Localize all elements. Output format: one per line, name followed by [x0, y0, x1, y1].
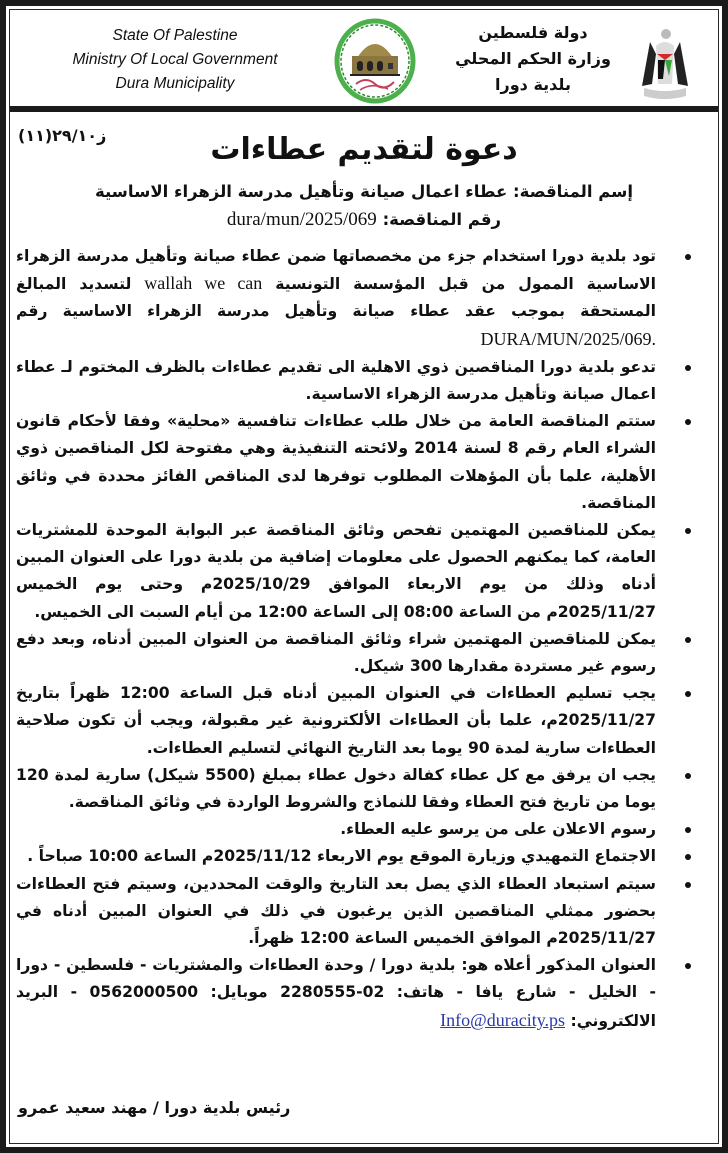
letterhead-english — [50, 24, 300, 96]
list-item: تدعو بلدية دورا المناقصين ذوي الاهلية الى تقديم عطاءات بالظرف المختوم لـ عطاء اعمال صيانة وتأهيل مدرسة الزهراء الاساسية. — [16, 354, 708, 408]
bullet-icon — [685, 827, 691, 833]
bullet-icon — [685, 773, 691, 779]
list-item: رسوم الاعلان على من يرسو عليه العطاء. — [16, 816, 708, 843]
ministry-name-ar: وزارة الحكم المحلي — [455, 49, 611, 68]
list-item: يجب ان يرفق مع كل عطاء كفالة دخول عطاء بمبلغ (5500 شيكل) سارية لمدة 120 يوما من تاريخ فتح العطاء وفقا للنماذج والشروط الواردة في وثائق المناقصة. — [16, 762, 708, 816]
state-name-en: State Of Palestine — [112, 27, 238, 44]
bullet-icon — [685, 854, 691, 860]
list-item: العنوان المذكور أعلاه هو: بلدية دورا / وحدة العطاءات والمشتريات - فلسطين - دورا - الخليل - شارع يافا - هاتف: 02-2280555 موبايل: 0562000500 - البريد الالكتروني: Info@duracity.ps — [16, 952, 708, 1035]
list-item: ستتم المناقصة العامة من خلال طلب عطاءات تنافسية «محلية» وفقا لأحكام قانون الشراء العام رقم 8 لسنة 2014 ولائحته التنفيذية وهي مفتوحة لكل المناقصين ذوي الأهلية، علما بأن المؤهلات المطلوب توفرها لدى المناقص الفائز محددة في وثائق المناقصة. — [16, 408, 708, 517]
page-title: دعوة لتقديم عطاءات — [210, 132, 518, 167]
state-name-ar: دولة فلسطين — [478, 23, 588, 42]
signature: رئيس بلدية دورا / مهند سعيد عمرو — [18, 1098, 291, 1117]
ministry-name-en: Ministry Of Local Government — [72, 51, 278, 68]
tender-name-value: عطاء اعمال صيانة وتأهيل مدرسة الزهراء الاساسية — [94, 182, 508, 201]
tender-number-value: dura/mun/2025/069 — [226, 209, 377, 230]
municipality-name-ar: بلدية دورا — [495, 75, 571, 94]
list-item: الاجتماع التمهيدي وزيارة الموقع يوم الاربعاء 2025/11/12م الساعة 10:00 صباحاً . — [16, 843, 708, 870]
bullet-icon — [685, 637, 691, 643]
list-item: يمكن للمناقصين المهتمين شراء وثائق المناقصة من العنوان المبين أدناه، وبعد دفع رسوم غير مستردة مقدارها 300 شيكل. — [16, 626, 708, 680]
tender-number-label: رقم المناقصة: — [382, 210, 502, 229]
bullet-icon — [685, 963, 691, 969]
contract-number: DURA/MUN/2025/069. — [480, 328, 656, 349]
bullet-icon — [685, 254, 691, 260]
municipality-name-en: Dura Municipality — [115, 75, 235, 92]
funder-name: wallah we can — [144, 273, 263, 294]
list-item: تود بلدية دورا استخدام جزء من مخصصاتها ضمن عطاء صيانة وتأهيل مدرسة الزهراء الاساسية الممول من قبل المؤسسة التونسية wallah we can لتسديد المبالغ المستحقة بموجب عقد عطاء صيانة وتأهيل مدرسة الزهراء الاساسية رقم DURA/MUN/2025/069. — [16, 243, 708, 354]
palestine-eagle-emblem-icon — [636, 24, 694, 106]
letterhead — [10, 10, 718, 106]
bullet-icon — [685, 419, 691, 425]
bullet-icon — [685, 691, 691, 697]
bullet-icon — [685, 882, 691, 888]
tender-name-line — [0, 182, 728, 201]
list-item: سيتم استبعاد العطاء الذي يصل بعد التاريخ والوقت المحددين، وسيتم فتح العطاءات بحضور ممثلي المناقصين الذين يرغبون في ذلك في العنوان المبين أدناه في 2025/11/27م الموافق الخميس الساعة 12:00 ظهراً. — [16, 871, 708, 953]
header-divider — [10, 106, 718, 112]
email-link[interactable]: Info@duracity.ps — [440, 1009, 566, 1030]
bullet-icon — [685, 528, 691, 534]
tender-conditions-list — [16, 243, 708, 1035]
list-item: يجب تسليم العطاءات في العنوان المبين أدناه قبل الساعة 12:00 ظهراً بتاريخ 2025/11/27م، علما بأن العطاءات الألكترونية غير مقبولة، ويجب أن تكون صلاحية العطاءات سارية لمدة 90 يوما بعد التاريخ النهائي لتسليم العطاءات. — [16, 680, 708, 762]
bullet-icon — [685, 365, 691, 371]
letterhead-arabic — [443, 20, 623, 98]
dura-municipality-emblem-icon — [332, 18, 418, 104]
publication-reference: ز٢٩/١٠(١١) — [18, 126, 107, 145]
list-item: يمكن للمناقصين المهتمين تفحص وثائق المناقصة عبر البوابة الموحدة للمشتريات العامة، كما يمكنهم الحصول على معلومات إضافية من بلدية دورا على العنوان المبين أدناه وذلك من يوم الاربعاء الموافق 2025/10/29م وحتى يوم الخميس 2025/11/27م من الساعة 08:00 إلى الساعة 12:00 من أيام السبت الى الخميس. — [16, 517, 708, 626]
tender-name-label: إسم المناقصة: — [512, 182, 634, 201]
tender-number-line — [0, 209, 728, 231]
